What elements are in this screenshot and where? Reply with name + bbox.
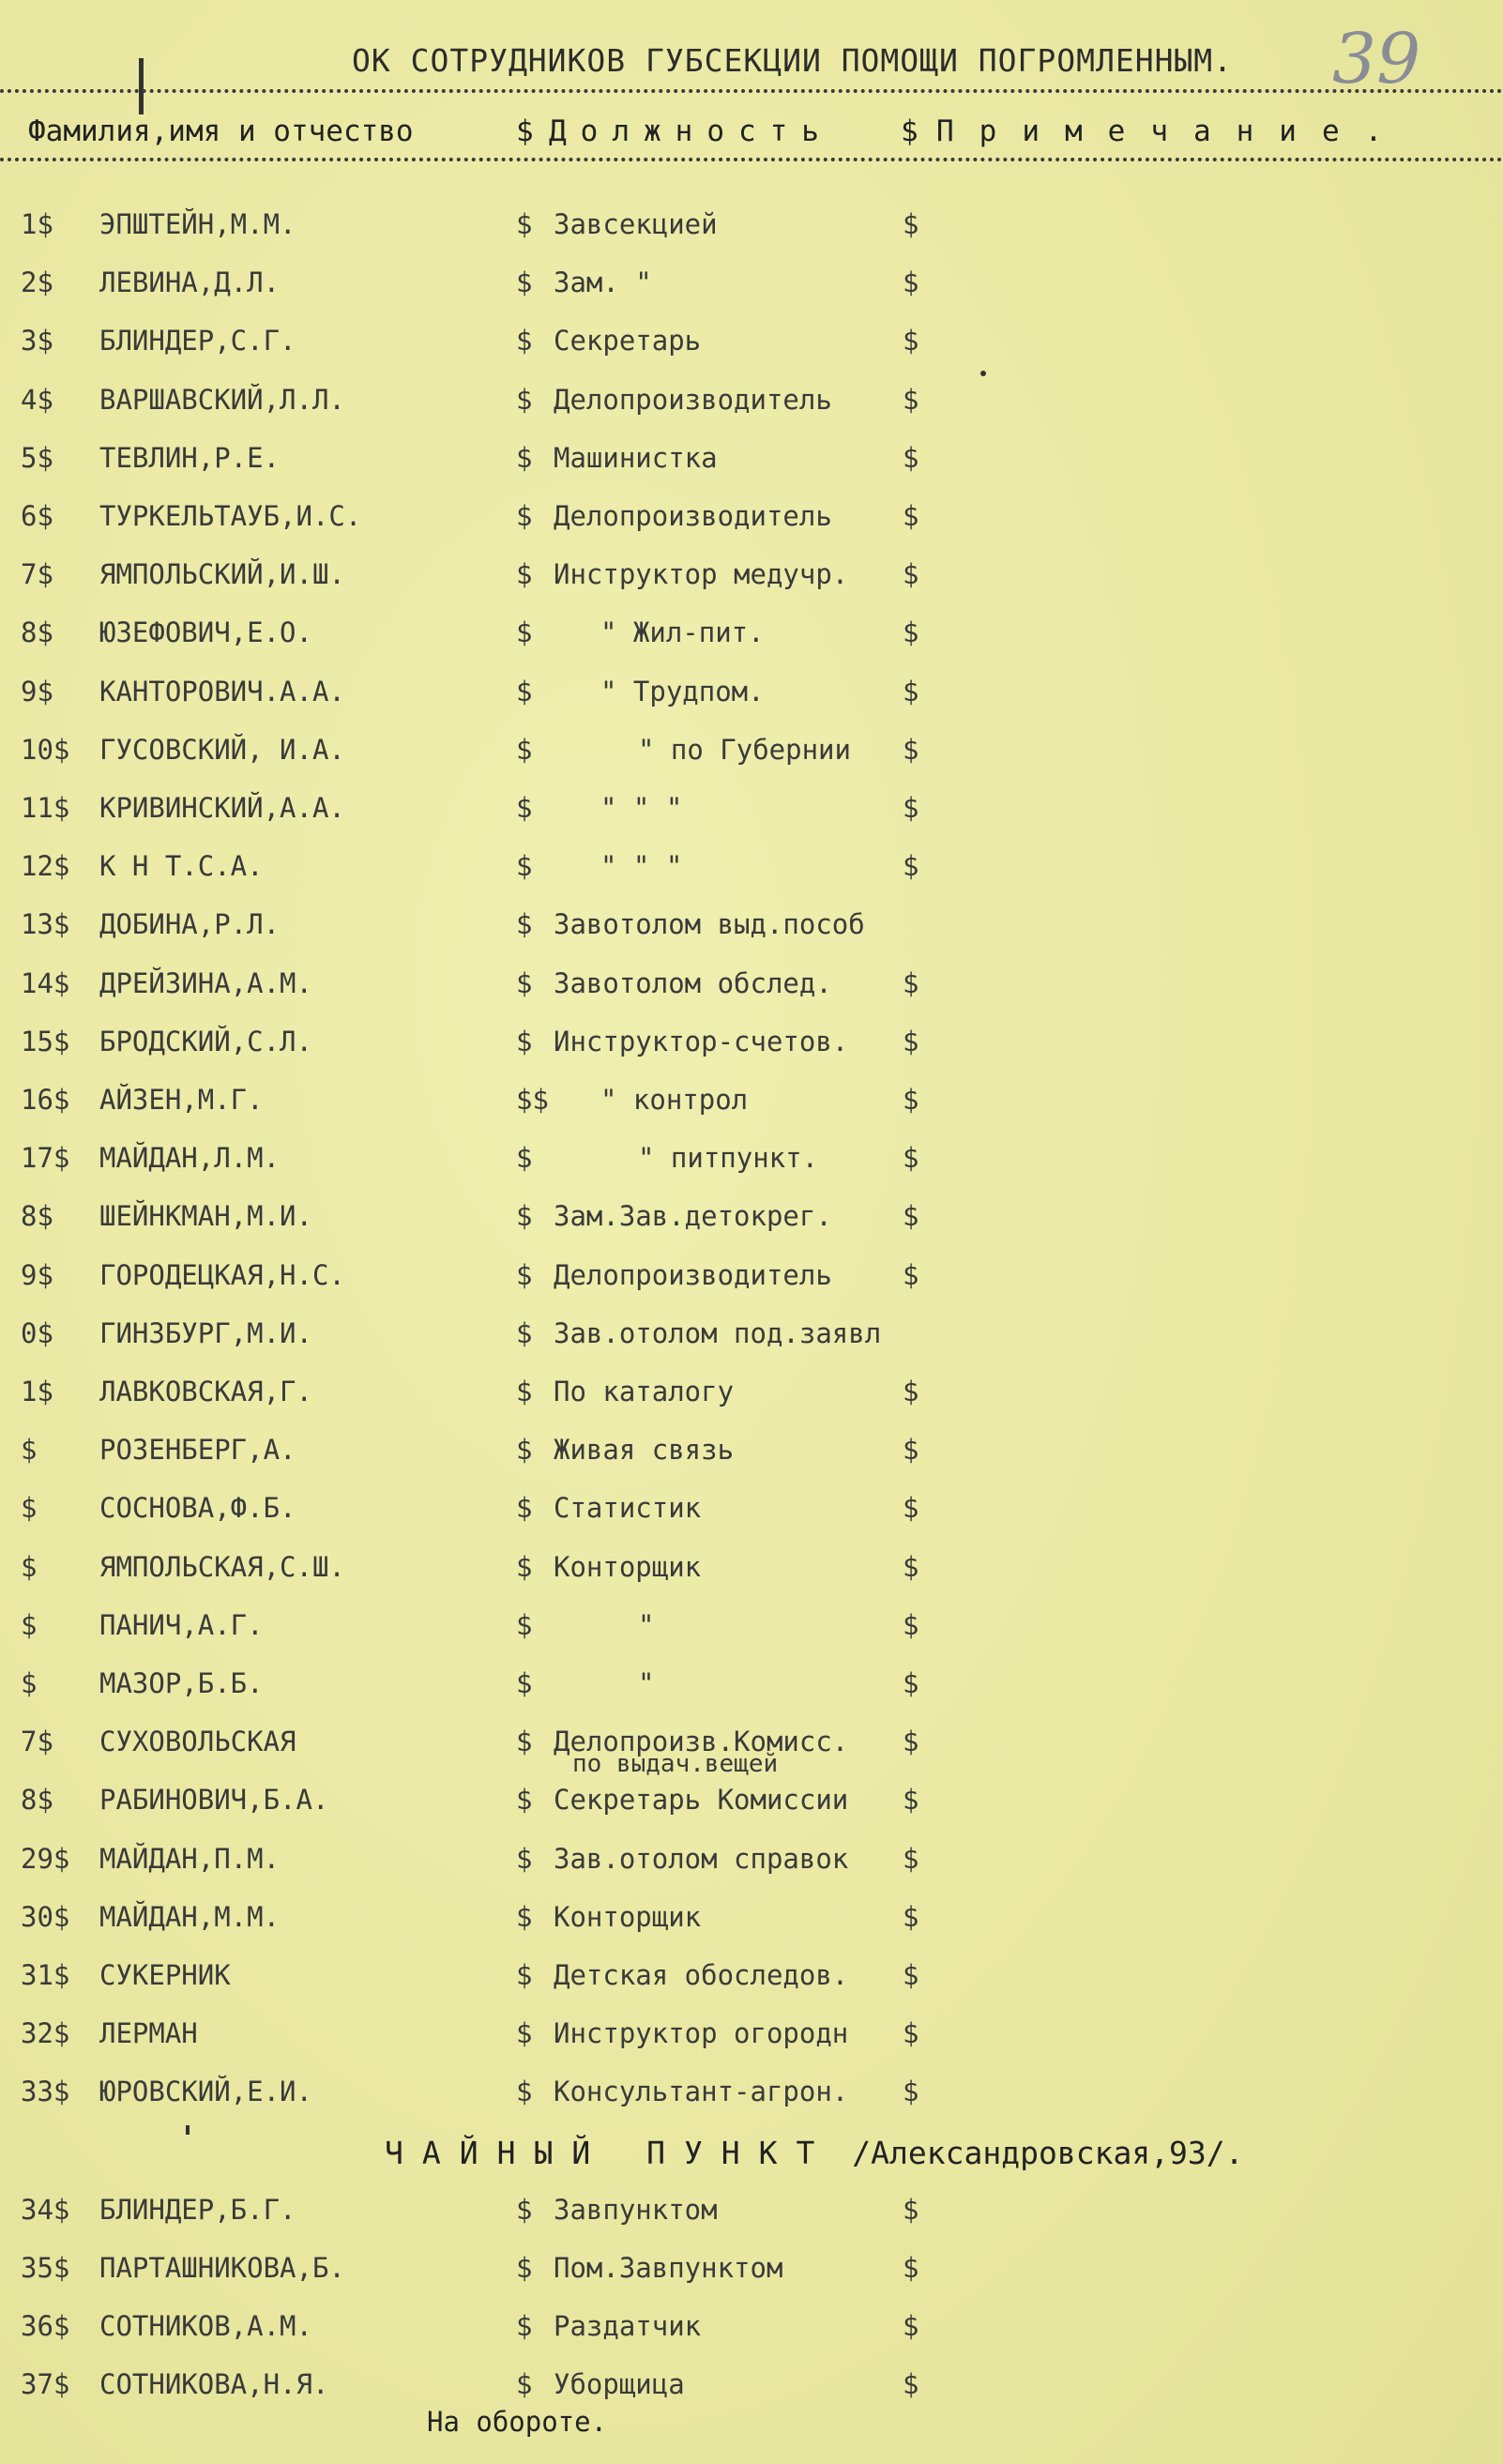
- employee-name: СОТНИКОВА,Н.Я.: [99, 2368, 329, 2400]
- column-separator: $: [903, 967, 919, 999]
- column-separator: $: [903, 1901, 919, 1933]
- employee-name: РАБИНОВИЧ,Б.А.: [99, 1784, 329, 1816]
- column-separator: $: [516, 616, 533, 648]
- row-number: 2$: [21, 266, 53, 298]
- employee-position: Зам. ": [554, 266, 652, 298]
- employee-position: " Трудпом.: [600, 676, 765, 707]
- employee-name: ГИНЗБУРГ,М.И.: [99, 1317, 312, 1349]
- column-separator: $: [903, 1026, 919, 1057]
- employee-name: ЮЗЕФОВИЧ,Е.О.: [99, 616, 312, 648]
- column-separator: $: [903, 1084, 919, 1116]
- list-item: [0, 1901, 1503, 1942]
- employee-name: БРОДСКИЙ,С.Л.: [99, 1026, 312, 1057]
- row-number: 11$: [21, 792, 70, 824]
- row-number: $: [21, 1667, 38, 1699]
- row-number: 1$: [21, 208, 53, 240]
- employee-position: " " ": [600, 850, 683, 882]
- employee-position: Раздатчик: [554, 2310, 702, 2342]
- column-separator: $: [903, 1667, 919, 1699]
- column-separator: $: [516, 734, 533, 766]
- column-separator: $: [903, 676, 919, 707]
- column-separator: $$: [516, 1084, 549, 1116]
- employee-position: Зам.Зав.детокрег.: [554, 1200, 832, 1232]
- employee-name: СУКЕРНИК: [99, 1959, 231, 1991]
- column-separator: $: [516, 1667, 533, 1699]
- list-item: [0, 1259, 1503, 1300]
- employee-position: Делопроизводитель: [554, 500, 832, 532]
- list-item: [0, 1026, 1503, 1067]
- column-separator: $: [516, 1259, 533, 1291]
- list-item: [0, 1784, 1503, 1825]
- column-separator: $: [516, 1959, 533, 1991]
- column-separator: $: [516, 1434, 533, 1466]
- employee-position: Зав.отолом справок: [554, 1843, 849, 1875]
- row-number: 8$: [21, 1784, 53, 1816]
- list-item: [0, 2310, 1503, 2351]
- column-separator: $: [516, 1376, 533, 1407]
- employee-name: ТЕВЛИН,Р.Е.: [99, 442, 281, 474]
- column-separator: $: [903, 2017, 919, 2049]
- position-continuation: по выдач.вещей: [572, 1750, 779, 1778]
- column-separator: $: [516, 676, 533, 707]
- row-number: 4$: [21, 384, 53, 416]
- row-number: 10$: [21, 734, 70, 766]
- section-address: /Александровская,93/.: [852, 2135, 1244, 2171]
- row-number: 8$: [21, 1200, 53, 1232]
- ink-dot: [980, 371, 986, 376]
- employee-position: Конторщик: [554, 1551, 702, 1583]
- list-item: [0, 1609, 1503, 1650]
- employee-name: ТУРКЕЛЬТАУБ,И.С.: [99, 500, 362, 532]
- column-separator: $: [903, 2252, 919, 2284]
- employee-name: СОТНИКОВ,А.М.: [99, 2310, 312, 2342]
- employee-name: ГОРОДЕЦКАЯ,Н.С.: [99, 1259, 345, 1291]
- employee-position: Секретарь Комиссии: [554, 1784, 849, 1816]
- employee-position: Статистик: [554, 1492, 702, 1524]
- list-item: [0, 1376, 1503, 1417]
- list-item: [0, 558, 1503, 600]
- row-number: 8$: [21, 616, 53, 648]
- row-number: $: [21, 1434, 38, 1466]
- column-separator: $: [516, 1317, 533, 1349]
- list-item: [0, 850, 1503, 891]
- row-number: 3$: [21, 325, 53, 357]
- column-separator: $: [516, 1901, 533, 1933]
- column-separator: $: [903, 1843, 919, 1875]
- list-item: [0, 676, 1503, 717]
- employee-name: ЛАВКОВСКАЯ,Г.: [99, 1376, 312, 1407]
- employee-name: РОЗЕНБЕРГ,А.: [99, 1434, 296, 1466]
- column-separator: $: [903, 325, 919, 357]
- row-number: 16$: [21, 1084, 70, 1116]
- list-item: [0, 1667, 1503, 1709]
- column-separator: $: [903, 1376, 919, 1407]
- employee-name: ДРЕЙЗИНА,А.М.: [99, 967, 312, 999]
- employee-name: ЛЕРМАН: [99, 2017, 198, 2049]
- employee-name: ЛЕВИНА,Д.Л.: [99, 266, 281, 298]
- employee-position: " Жил-пит.: [600, 616, 765, 648]
- employee-position: Инструктор медучр.: [554, 558, 849, 590]
- employee-name: СУХОВОЛЬСКАЯ: [99, 1726, 296, 1757]
- employee-position: " по Губернии: [638, 734, 851, 766]
- row-number: 14$: [21, 967, 70, 999]
- column-separator: $: [903, 1726, 919, 1757]
- employee-position: Инструктор-счетов.: [554, 1026, 849, 1057]
- column-separator: $: [516, 558, 533, 590]
- row-number: 9$: [21, 1259, 53, 1291]
- column-separator: $: [903, 1959, 919, 1991]
- header-notes-column: Примечание.: [936, 114, 1408, 148]
- employee-name: КАНТОРОВИЧ.А.А.: [99, 676, 345, 707]
- employee-position: Завотолом выд.пособ: [554, 908, 865, 940]
- row-number: 32$: [21, 2017, 70, 2049]
- list-item: [0, 442, 1503, 483]
- column-separator: $: [516, 384, 533, 416]
- employee-position: Делопроизв.Комисс.: [554, 1726, 849, 1757]
- employee-name: ВАРШАВСКИЙ,Л.Л.: [99, 384, 345, 416]
- list-item: [0, 384, 1503, 425]
- list-item: [0, 1959, 1503, 2000]
- employee-name: ЯМПОЛЬСКАЯ,С.Ш.: [99, 1551, 345, 1583]
- employee-position: Машинистка: [554, 442, 718, 474]
- column-separator: $: [516, 1843, 533, 1875]
- employee-name: ЮРОВСКИЙ,Е.И.: [99, 2076, 312, 2107]
- employee-position: Конторщик: [554, 1901, 702, 1933]
- column-separator: $: [516, 2368, 533, 2400]
- column-separator: $: [903, 208, 919, 240]
- employee-position: Пом.Завпунктом: [554, 2252, 783, 2284]
- column-separator: $: [516, 1200, 533, 1232]
- employee-name: К Н Т.С.А.: [99, 850, 264, 882]
- row-number: 36$: [21, 2310, 70, 2342]
- column-separator: $: [516, 2017, 533, 2049]
- employee-position: Уборщица: [554, 2368, 685, 2400]
- row-number: 34$: [21, 2194, 70, 2226]
- employee-position: Консультант-агрон.: [554, 2076, 849, 2107]
- employee-name: БЛИНДЕР,Б.Г.: [99, 2194, 296, 2226]
- list-item: [0, 1843, 1503, 1884]
- employee-position: Секретарь: [554, 325, 702, 357]
- employee-position: Делопроизводитель: [554, 384, 832, 416]
- list-item: [0, 792, 1503, 833]
- column-separator: $: [516, 1551, 533, 1583]
- employee-name: ГУСОВСКИЙ, И.А.: [99, 734, 345, 766]
- list-item: [0, 1492, 1503, 1533]
- column-separator: $: [516, 1492, 533, 1524]
- row-number: 37$: [21, 2368, 70, 2400]
- list-item: [0, 1726, 1503, 1778]
- list-item: [0, 1434, 1503, 1475]
- column-separator: $: [903, 1142, 919, 1174]
- row-number: $: [21, 1551, 38, 1583]
- row-number: 33$: [21, 2076, 70, 2107]
- list-item: [0, 616, 1503, 658]
- list-item: [0, 2252, 1503, 2293]
- column-separator: $: [516, 2252, 533, 2284]
- column-separator: $: [516, 908, 533, 940]
- row-number: $: [21, 1609, 38, 1641]
- employee-position: Живая связь: [554, 1434, 735, 1466]
- employee-position: Делопроизводитель: [554, 1259, 832, 1291]
- column-separator: $: [516, 266, 533, 298]
- employee-name: МАЙДАН,П.М.: [99, 1843, 281, 1875]
- column-separator: $: [903, 384, 919, 416]
- column-separator: $: [903, 266, 919, 298]
- column-separator: $: [903, 616, 919, 648]
- column-separator: $: [903, 1551, 919, 1583]
- list-item: [0, 1084, 1503, 1125]
- employee-name: БЛИНДЕР,С.Г.: [99, 325, 296, 357]
- list-item: [0, 325, 1503, 366]
- header-name-column: Фамилия,имя и отчество: [28, 114, 414, 148]
- header-separator: $: [516, 114, 534, 148]
- employee-name: ШЕЙНКМАН,М.И.: [99, 1200, 312, 1232]
- employee-name: МАЙДАН,Л.М.: [99, 1142, 281, 1174]
- row-number: 7$: [21, 1726, 53, 1757]
- row-number: 13$: [21, 908, 70, 940]
- list-item: [0, 266, 1503, 308]
- column-separator: $: [903, 2194, 919, 2226]
- handwritten-page-number: 39: [1332, 19, 1421, 99]
- column-separator: $: [516, 792, 533, 824]
- row-number: 30$: [21, 1901, 70, 1933]
- employee-name: ДОБИНА,Р.Л.: [99, 908, 281, 940]
- row-number: 9$: [21, 676, 53, 707]
- list-item: [0, 2017, 1503, 2059]
- column-separator: $: [903, 1784, 919, 1816]
- row-number: 35$: [21, 2252, 70, 2284]
- column-separator: $: [516, 850, 533, 882]
- employee-position: Зав.отолом под.заявл: [554, 1317, 882, 1349]
- column-separator: $: [516, 500, 533, 532]
- column-separator: $: [516, 1609, 533, 1641]
- column-separator: $: [516, 1026, 533, 1057]
- column-separator: $: [516, 325, 533, 357]
- column-separator: $: [516, 1784, 533, 1816]
- employee-name: МАЙДАН,М.М.: [99, 1901, 281, 1933]
- employee-position: Инструктор огородн: [554, 2017, 849, 2049]
- employee-position: " питпункт.: [638, 1142, 819, 1174]
- employee-name: СОСНОВА,Ф.Б.: [99, 1492, 296, 1524]
- list-item: [0, 1142, 1503, 1183]
- list-item: [0, 208, 1503, 250]
- section-title: ЧАЙНЫЙ ПУНКТ: [385, 2135, 834, 2171]
- employee-name: ПАРТАШНИКОВА,Б.: [99, 2252, 345, 2284]
- employee-position: По каталогу: [554, 1376, 735, 1407]
- row-number: 15$: [21, 1026, 70, 1057]
- employee-name: ПАНИЧ,А.Г.: [99, 1609, 264, 1641]
- list-item: [0, 2368, 1503, 2410]
- column-separator: $: [903, 442, 919, 474]
- column-separator: $: [903, 792, 919, 824]
- column-separator: $: [516, 967, 533, 999]
- header-position-column: Должность: [549, 114, 833, 148]
- header-separator: $: [901, 114, 918, 148]
- list-item: [0, 2194, 1503, 2235]
- column-separator: $: [903, 850, 919, 882]
- row-number: 1$: [21, 1376, 53, 1407]
- column-separator: $: [903, 558, 919, 590]
- column-separator: $: [516, 1142, 533, 1174]
- column-separator: $: [903, 1200, 919, 1232]
- row-number: 0$: [21, 1317, 53, 1349]
- employee-position: " " ": [600, 792, 683, 824]
- row-number: 12$: [21, 850, 70, 882]
- column-separator: $: [903, 1609, 919, 1641]
- column-separator: $: [903, 1259, 919, 1291]
- employee-position: ": [638, 1667, 655, 1699]
- list-item: [0, 2076, 1503, 2117]
- employee-name: АЙЗЕН,М.Г.: [99, 1084, 264, 1116]
- column-separator: $: [516, 442, 533, 474]
- employee-position: Завотолом обслед.: [554, 967, 832, 999]
- employee-position: " контрол: [600, 1084, 749, 1116]
- section-heading: [385, 2135, 1244, 2171]
- list-item: [0, 967, 1503, 1009]
- column-separator: $: [516, 208, 533, 240]
- list-item: [0, 500, 1503, 541]
- list-item: [0, 1317, 1503, 1359]
- list-item: [0, 734, 1503, 775]
- row-number: 17$: [21, 1142, 70, 1174]
- row-number: 6$: [21, 500, 53, 532]
- list-item: [0, 1200, 1503, 1241]
- document-title: ОК СОТРУДНИКОВ ГУБСЕКЦИИ ПОМОЩИ ПОГРОМЛЕННЫМ.: [352, 42, 1234, 79]
- footer-note: На обороте.: [427, 2406, 608, 2438]
- employee-name: ЭПШТЕЙН,М.М.: [99, 208, 296, 240]
- row-number: $: [21, 1492, 38, 1524]
- row-number: 7$: [21, 558, 53, 590]
- ink-dot: [186, 2125, 190, 2135]
- column-separator: $: [516, 2194, 533, 2226]
- column-separator: $: [903, 2368, 919, 2400]
- employee-name: КРИВИНСКИЙ,А.А.: [99, 792, 345, 824]
- column-separator: $: [903, 734, 919, 766]
- column-separator: $: [903, 1434, 919, 1466]
- employee-position: ": [638, 1609, 655, 1641]
- employee-position: Завсекцией: [554, 208, 718, 240]
- list-item: [0, 1551, 1503, 1592]
- column-separator: $: [903, 2310, 919, 2342]
- employee-position: Детская обоследов.: [554, 1959, 849, 1991]
- column-separator: $: [903, 1492, 919, 1524]
- column-separator: $: [903, 500, 919, 532]
- employee-position: Завпунктом: [554, 2194, 718, 2226]
- list-item: [0, 908, 1503, 950]
- column-separator: $: [903, 2076, 919, 2107]
- column-separator: $: [516, 2076, 533, 2107]
- employee-name: ЯМПОЛЬСКИЙ,И.Ш.: [99, 558, 345, 590]
- employee-name: МАЗОР,Б.Б.: [99, 1667, 264, 1699]
- row-number: 5$: [21, 442, 53, 474]
- row-number: 29$: [21, 1843, 70, 1875]
- row-number: 31$: [21, 1959, 70, 1991]
- column-separator: $: [516, 1726, 533, 1757]
- column-separator: $: [516, 2310, 533, 2342]
